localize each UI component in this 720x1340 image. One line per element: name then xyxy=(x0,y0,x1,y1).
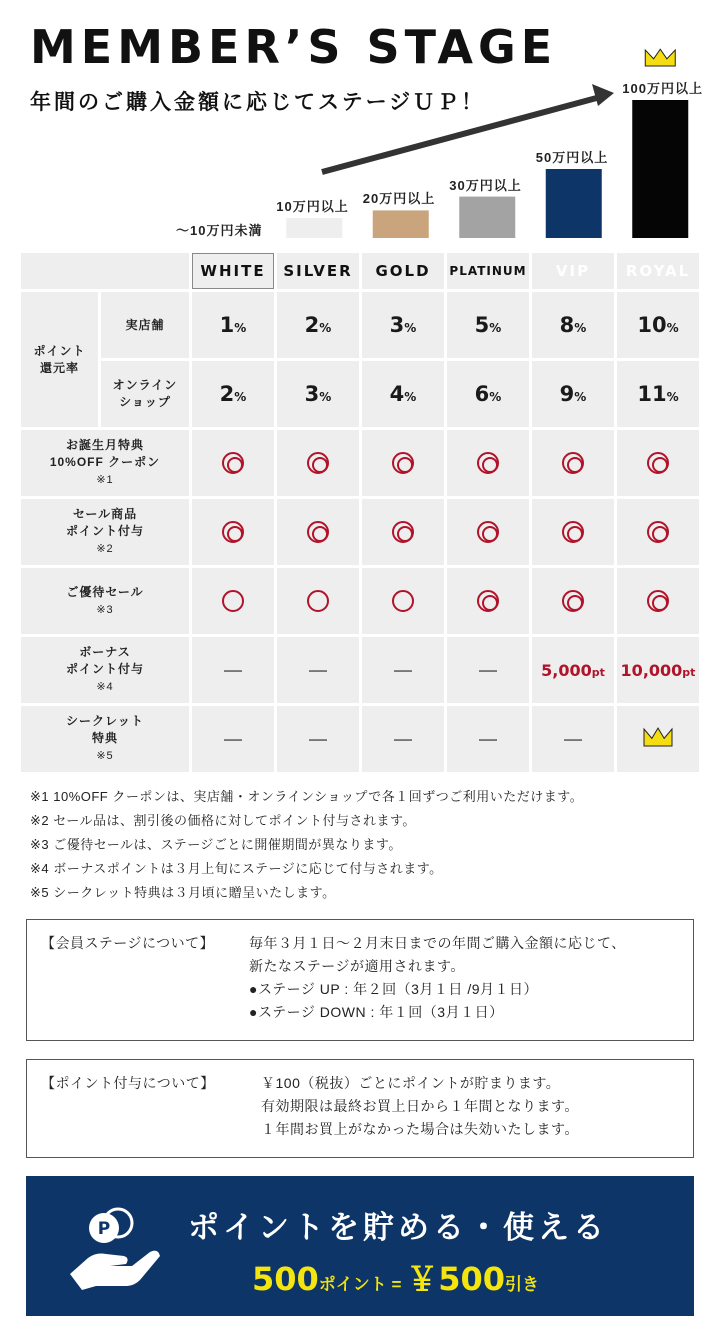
online-rate-gold: 4% xyxy=(362,361,444,427)
benefit-cell xyxy=(277,499,359,565)
point-info-box xyxy=(26,1059,694,1158)
online-rate-silver: 3% xyxy=(277,361,359,427)
secret-royal xyxy=(617,706,699,772)
crown-icon xyxy=(645,49,675,66)
footnote-3: ※3 ご優待セールは、ステージごとに開催期間が異なります。 xyxy=(30,837,402,852)
circle-icon xyxy=(392,590,414,612)
store-rate-gold: 3% xyxy=(362,292,444,358)
stage-info-body xyxy=(249,932,626,1024)
online-rate-platinum: 6% xyxy=(447,361,529,427)
benefit-cell xyxy=(192,499,274,565)
point-info-body xyxy=(261,1072,579,1141)
bar-label-vip: 50万円以上 xyxy=(535,150,609,165)
page-title: MEMBER’S STAGE xyxy=(30,20,558,74)
double-circle-icon xyxy=(562,590,584,612)
bar-vip xyxy=(546,169,602,238)
stage-info-label: 【会員ステージについて】 xyxy=(41,935,215,951)
stage-bar-chart xyxy=(0,0,720,245)
double-circle-icon xyxy=(477,452,499,474)
benefit-cell xyxy=(277,568,359,634)
secret-dash: ― xyxy=(362,706,444,772)
secret-row-label: シークレット 特典 ※5 xyxy=(21,706,189,772)
benefit-cell xyxy=(362,568,444,634)
benefit-row-label-2: セール商品 ポイント付与 ※2 xyxy=(21,499,189,565)
double-circle-icon xyxy=(562,452,584,474)
benefit-cell xyxy=(532,499,614,565)
online-rate-royal: 11% xyxy=(617,361,699,427)
circle-icon xyxy=(222,590,244,612)
double-circle-icon xyxy=(222,452,244,474)
stage-info-box xyxy=(26,919,694,1041)
double-circle-icon xyxy=(647,521,669,543)
point-banner xyxy=(26,1176,694,1316)
bar-royal xyxy=(632,100,688,238)
hand-coin-icon xyxy=(56,1194,166,1304)
double-circle-icon xyxy=(307,521,329,543)
bar-silver xyxy=(286,218,342,238)
point-info-line: 有効期限は最終お買上日から１年間となります。 xyxy=(261,1098,579,1114)
benefit-cell xyxy=(277,430,359,496)
double-circle-icon xyxy=(392,521,414,543)
footnote-5: ※5 シークレット特典は３月頃に贈呈いたします。 xyxy=(30,885,336,900)
secret-dash: ― xyxy=(277,706,359,772)
bonus-dash: ― xyxy=(447,637,529,703)
store-rate-vip: 8% xyxy=(532,292,614,358)
bar-platinum xyxy=(459,197,515,238)
bonus-row-label: ボーナス ポイント付与 ※4 xyxy=(21,637,189,703)
store-rate-silver: 2% xyxy=(277,292,359,358)
tier-header-platinum: PLATINUM xyxy=(447,253,529,289)
stage-benefits-table xyxy=(18,250,702,775)
footnote-1: ※1 10%OFF クーポンは、実店舗・オンラインショップで各１回ずつご利用いただけます。 xyxy=(30,789,584,804)
tier-header-vip: VIP xyxy=(532,253,614,289)
secret-dash: ― xyxy=(532,706,614,772)
bonus-vip: 5,000pt xyxy=(532,637,614,703)
benefit-cell xyxy=(362,430,444,496)
footnote-2: ※2 セール品は、割引後の価格に対してポイント付与されます。 xyxy=(30,813,416,828)
online-rate-vip: 9% xyxy=(532,361,614,427)
tier-header-silver: SILVER xyxy=(277,253,359,289)
secret-dash: ― xyxy=(447,706,529,772)
banner-sub-text: 500ポイント = ￥500引き xyxy=(252,1260,539,1298)
bonus-royal: 10,000pt xyxy=(617,637,699,703)
stage-info-line: 毎年３月１日～２月末日までの年間ご購入金額に応じて、 xyxy=(249,935,626,951)
benefit-cell xyxy=(447,499,529,565)
footnotes xyxy=(30,785,583,905)
point-info-label: 【ポイント付与について】 xyxy=(41,1075,215,1091)
store-rate-white: 1% xyxy=(192,292,274,358)
point-info-line: １年間お買上がなかった場合は失効いたします。 xyxy=(261,1121,579,1137)
secret-dash: ― xyxy=(192,706,274,772)
benefit-row-label-1: お誕生月特典 10%OFF クーポン ※1 xyxy=(21,430,189,496)
stage-info-line: 新たなステージが適用されます。 xyxy=(249,958,465,974)
benefit-cell xyxy=(532,430,614,496)
online-rate-white: 2% xyxy=(192,361,274,427)
bar-gold xyxy=(373,210,429,238)
double-circle-icon xyxy=(647,452,669,474)
table-corner xyxy=(21,253,189,289)
banner-main-text: ポイントを貯める・使える xyxy=(188,1210,608,1245)
point-rate-label: ポイント 還元率 xyxy=(21,292,98,427)
benefit-cell xyxy=(192,430,274,496)
benefit-cell xyxy=(192,568,274,634)
tier-header-white: WHITE xyxy=(192,253,274,289)
bonus-dash: ― xyxy=(192,637,274,703)
double-circle-icon xyxy=(222,521,244,543)
coin-letter: P xyxy=(97,1219,111,1239)
bar-label-white: ～10万円未満 xyxy=(176,223,263,238)
growth-arrow-head xyxy=(592,84,614,106)
double-circle-icon xyxy=(477,521,499,543)
double-circle-icon xyxy=(562,521,584,543)
bar-label-gold: 20万円以上 xyxy=(362,191,436,207)
benefit-cell xyxy=(617,430,699,496)
benefit-cell xyxy=(362,499,444,565)
online-label: オンライン ショップ xyxy=(101,361,189,427)
bar-label-royal: 100万円以上 xyxy=(622,81,703,96)
footnote-4: ※4 ボーナスポイントは３月上旬にステージに応じて付与されます。 xyxy=(30,861,443,876)
store-rate-platinum: 5% xyxy=(447,292,529,358)
double-circle-icon xyxy=(647,590,669,612)
bar-label-silver: 10万円以上 xyxy=(276,199,349,214)
stage-info-line: ●ステージ UP : 年２回（3月１日 /9月１日） xyxy=(249,981,539,997)
point-info-line: ￥100（税抜）ごとにポイントが貯まります。 xyxy=(261,1075,561,1091)
page-subtitle: 年間のご購入金額に応じてステージＵＰ！ xyxy=(30,91,486,114)
benefit-cell xyxy=(447,568,529,634)
crown-icon xyxy=(641,724,675,750)
bonus-dash: ― xyxy=(362,637,444,703)
benefit-row-label-3: ご優待セール ※3 xyxy=(21,568,189,634)
double-circle-icon xyxy=(477,590,499,612)
store-label: 実店舗 xyxy=(101,292,189,358)
benefit-cell xyxy=(617,568,699,634)
double-circle-icon xyxy=(392,452,414,474)
bar-label-platinum: 30万円以上 xyxy=(449,177,522,193)
double-circle-icon xyxy=(307,452,329,474)
benefit-cell xyxy=(617,499,699,565)
tier-header-royal: ROYAL xyxy=(617,253,699,289)
benefit-cell xyxy=(447,430,529,496)
bonus-dash: ― xyxy=(277,637,359,703)
stage-info-line: ●ステージ DOWN : 年１回（3月１日） xyxy=(249,1004,504,1020)
store-rate-royal: 10% xyxy=(617,292,699,358)
circle-icon xyxy=(307,590,329,612)
benefit-cell xyxy=(532,568,614,634)
tier-header-gold: GOLD xyxy=(362,253,444,289)
